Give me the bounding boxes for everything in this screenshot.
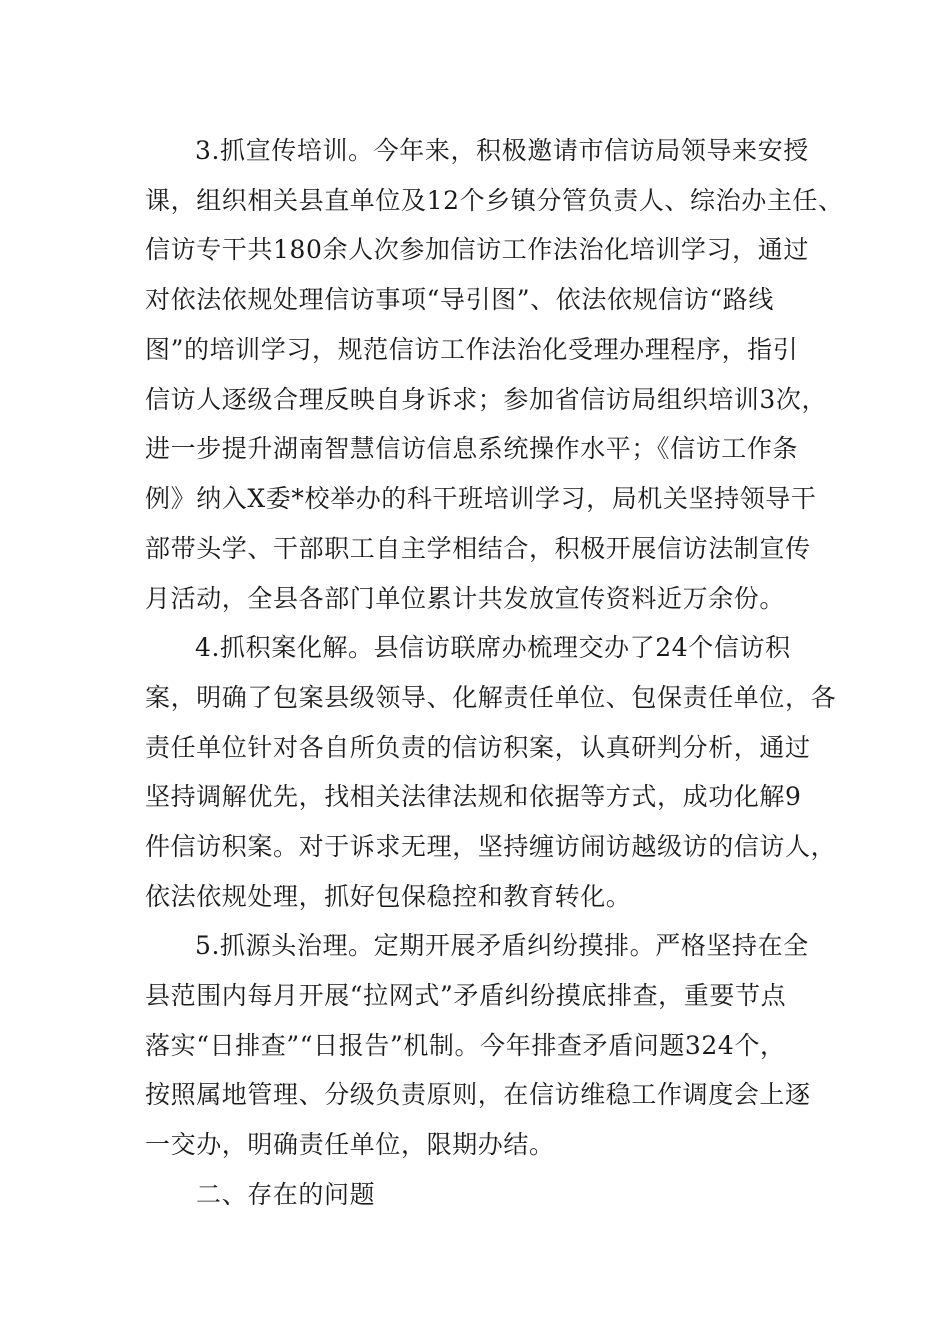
text-line: 件信访积案。对于诉求无理，坚持缠访闹访越级访的信访人，	[145, 832, 837, 861]
text-line: 依法依规处理，抓好包保稳控和教育转化。	[145, 882, 632, 911]
text-line: 责任单位针对各自所负责的信访积案，认真研判分析，通过	[145, 733, 811, 762]
text-line: 坚持调解优先，找相关法律法规和依据等方式，成功化解9	[145, 782, 802, 811]
text-line: 课，组织相关县直单位及12个乡镇分管负责人、综治办主任、	[145, 186, 844, 215]
text-line: 部带头学、干部职工自主学相结合，积极开展信访法制宣传	[145, 534, 811, 563]
text-line: 图”的培训学习，规范信访工作法治化受理办理程序，指引	[145, 335, 799, 364]
text-line: 对依法依规处理信访事项“导引图”、依法依规信访“路线	[145, 285, 774, 314]
text-line: 月活动，全县各部门单位累计共发放宣传资料近万余份。	[145, 584, 786, 613]
text-line: 落实“日排查”“日报告”机制。今年排查矛盾问题324个，	[145, 1031, 786, 1060]
text-line: 按照属地管理、分级负责原则，在信访维稳工作调度会上逐	[145, 1080, 811, 1109]
text-line: 一交办，明确责任单位，限期办结。	[145, 1130, 555, 1159]
text-line: 进一步提升湖南智慧信访信息系统操作水平；《信访工作条	[145, 434, 799, 463]
text-line: 3.抓宣传培训。今年来，积极邀请市信访局领导来安授	[195, 136, 809, 165]
text-line: 4.抓积案化解。县信访联席办梳理交办了24个信访积	[195, 633, 791, 662]
text-line: 信访人逐级合理反映自身诉求；参加省信访局组织培训3次，	[145, 385, 828, 414]
text-line: 例》纳入X委*校举办的科干班培训学习，局机关坚持领导干	[145, 484, 817, 513]
text-line: 信访专干共180余人次参加信访工作法治化培训学习，通过	[145, 235, 809, 264]
text-line: 案，明确了包案县级领导、化解责任单位、包保责任单位，各	[145, 683, 837, 712]
section-heading: 二、存在的问题	[196, 1180, 376, 1209]
text-line: 5.抓源头治理。定期开展矛盾纠纷摸排。严格坚持在全	[195, 931, 809, 960]
text-line: 县范围内每月开展“拉网式”矛盾纠纷摸底排查，重要节点	[145, 981, 787, 1010]
